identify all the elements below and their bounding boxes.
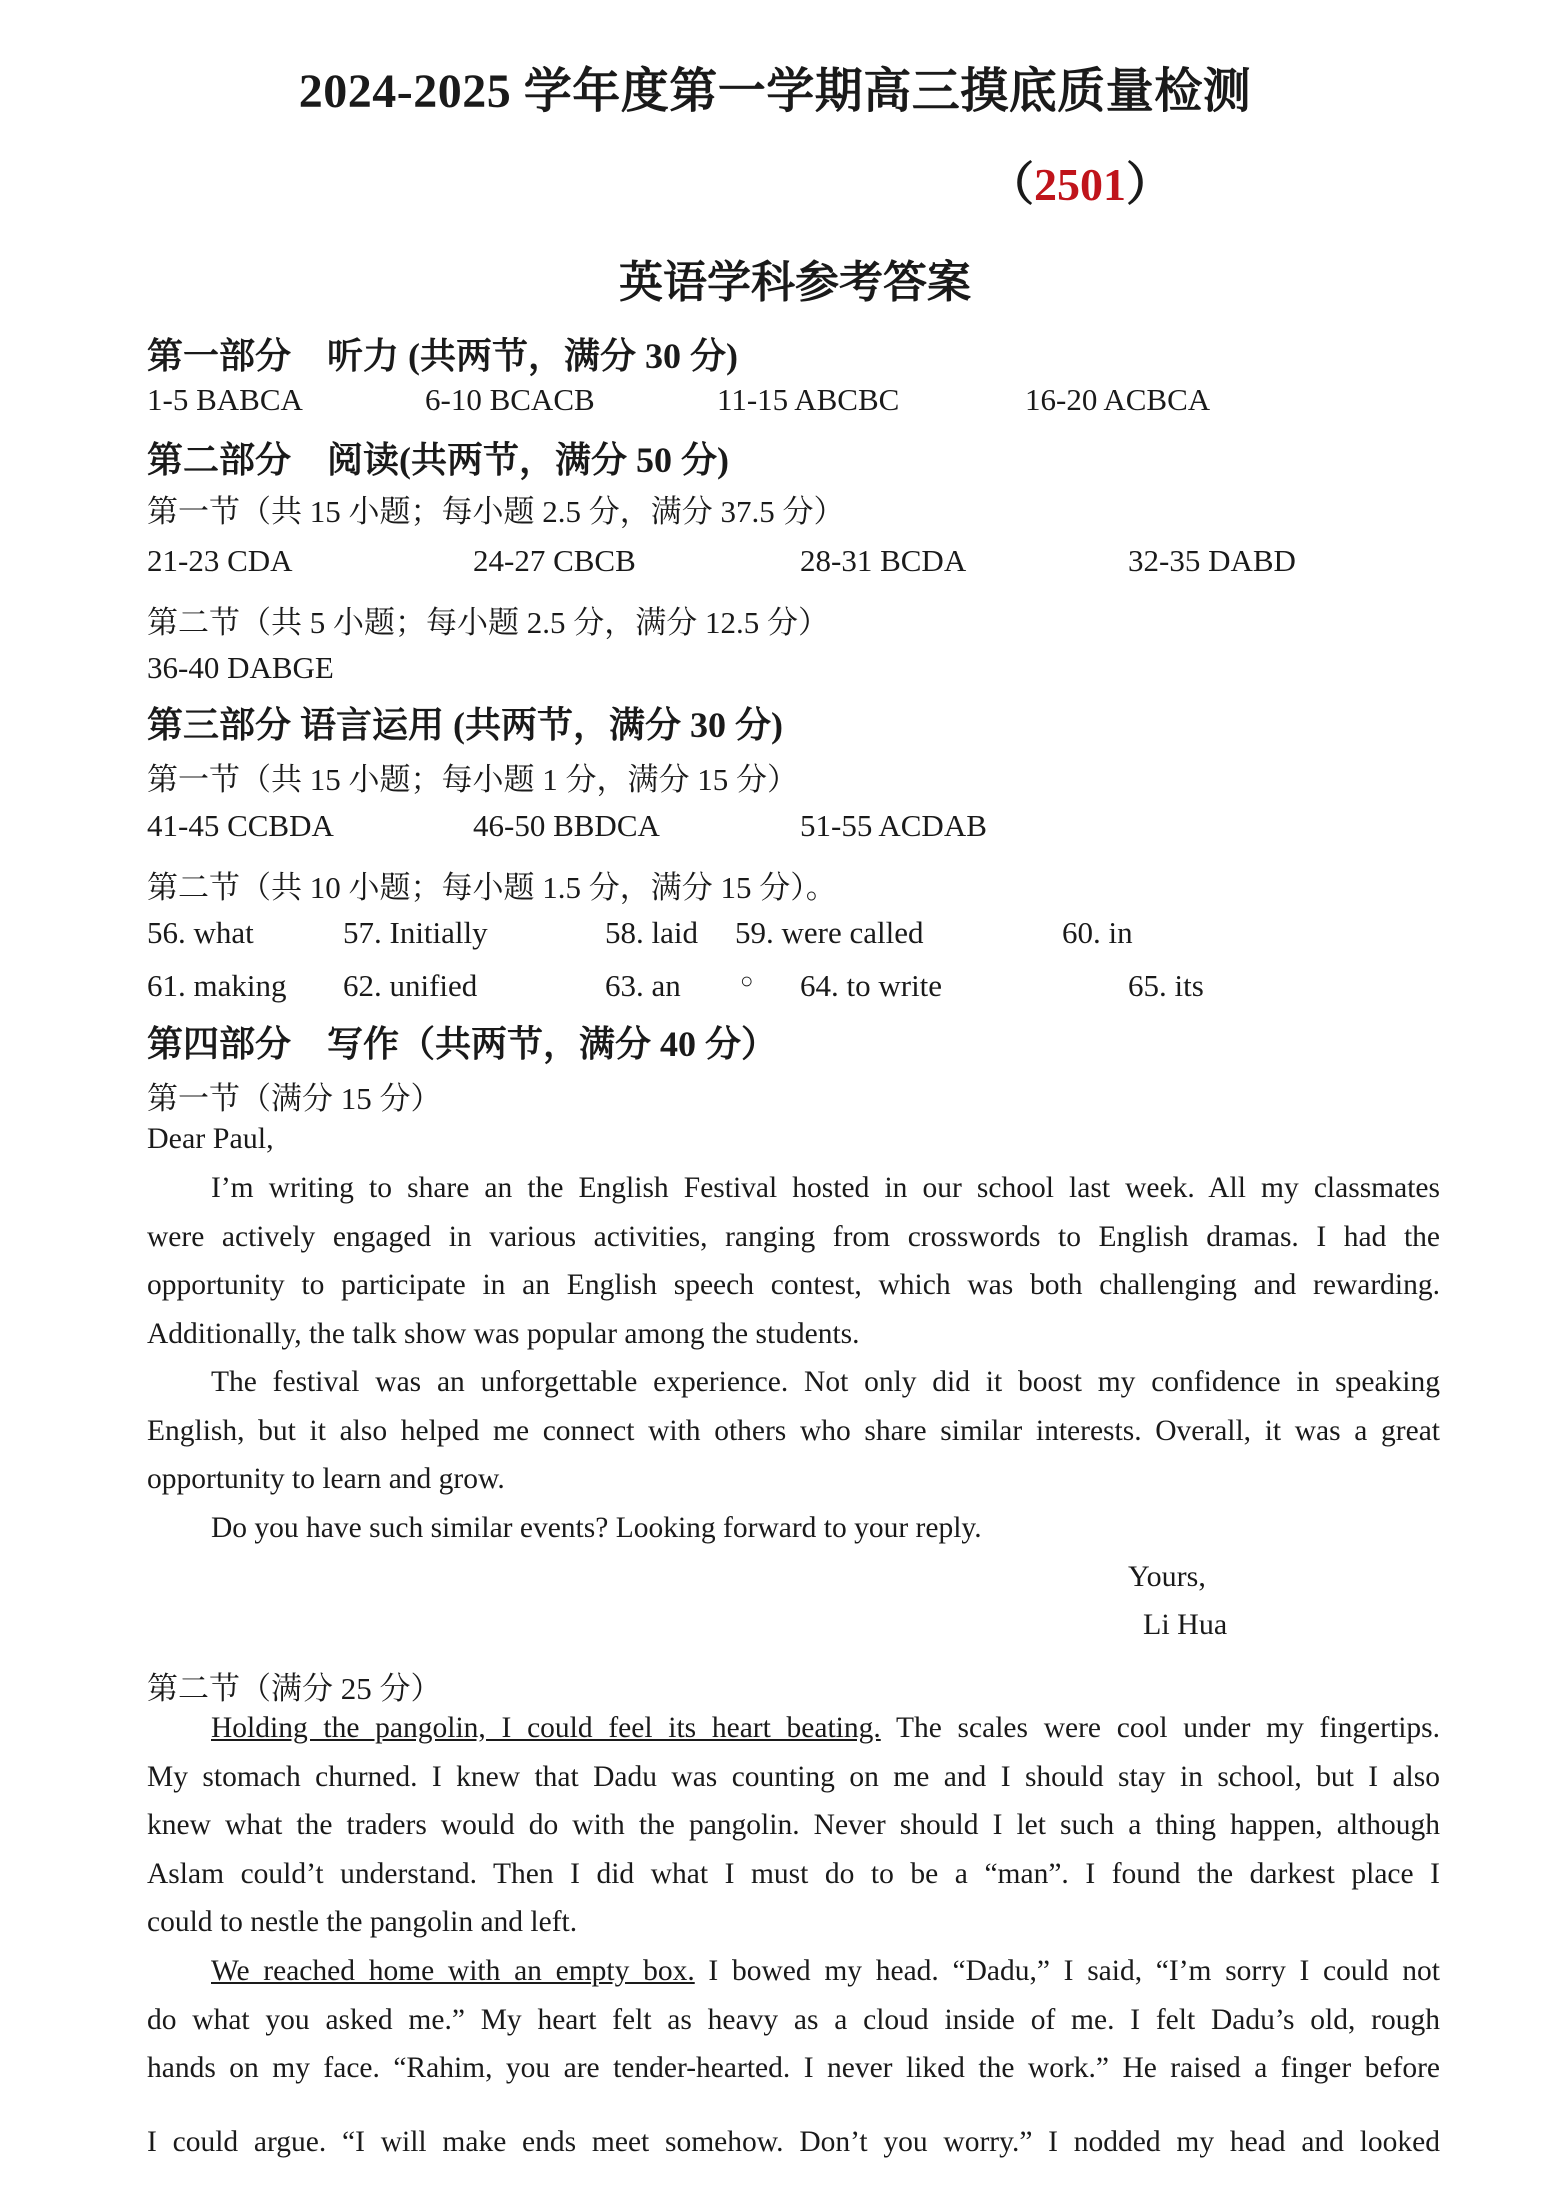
part2-section1-label: 第一节（共 15 小题；每小题 2.5 分，满分 37.5 分） <box>147 494 845 529</box>
part2-section2-label: 第二节（共 5 小题；每小题 2.5 分，满分 12.5 分） <box>147 605 829 640</box>
letter-line: The festival was an unforgettable experience. Not only did it boost my confidence in speaking <box>211 1366 1440 1398</box>
answer-group: 36-40 DABGE <box>147 650 334 685</box>
story-line: could to nestle the pangolin and left. <box>147 1906 578 1938</box>
story-lead-sentence: Holding the pangolin, I could feel its heart beating. <box>211 1712 881 1744</box>
fill-answer: 63. an <box>605 968 681 1003</box>
letter-paragraph-3 <box>147 1504 1440 1553</box>
story-line: I could argue. “I will make ends meet somehow. Don’t you worry.” I nodded my head and looked <box>147 2126 1440 2158</box>
fill-answer: 57. Initially <box>343 915 488 950</box>
letter-signature: Li Hua <box>1143 1608 1228 1641</box>
story-text: The scales were cool under my fingertips. <box>880 1712 1440 1744</box>
answer-group: 32-35 DABD <box>1128 543 1296 578</box>
document-title: 2024-2025 学年度第一学期高三摸底质量检测 <box>298 65 1252 118</box>
letter-line: Do you have such similar events? Looking forward to your reply. <box>211 1512 982 1544</box>
document-subtitle: 英语学科参考答案 <box>619 258 971 307</box>
fill-answer: 60. in <box>1062 915 1133 950</box>
answer-group: 51-55 ACDAB <box>800 808 987 843</box>
letter-closing: Yours, <box>1128 1560 1206 1593</box>
exam-code-close: ） <box>1126 159 1172 210</box>
story-lead-sentence: We reached home with an empty box. <box>211 1955 695 1987</box>
part2-heading: 第二部分 阅读(共两节，满分 50 分) <box>147 440 729 480</box>
letter-paragraph-2 <box>147 1358 1440 1504</box>
letter-paragraph-1 <box>147 1164 1440 1358</box>
story-line: hands on my face. “Rahim, you are tender-hearted. I never liked the work.” He raised a finger before <box>147 2052 1440 2084</box>
story-paragraph-2 <box>147 1947 1440 2093</box>
letter-greeting: Dear Paul, <box>147 1122 274 1155</box>
part4-heading: 第四部分 写作（共两节，满分 40 分） <box>147 1024 778 1064</box>
fill-answer: 64. to write <box>800 968 943 1003</box>
fill-answer: 56. what <box>147 915 254 950</box>
answer-group: 16-20 ACBCA <box>1025 382 1211 417</box>
answer-group: 1-5 BABCA <box>147 382 303 417</box>
part3-section1-label: 第一节（共 15 小题；每小题 1 分，满分 15 分） <box>147 762 798 797</box>
part4-section2-label: 第二节（满分 25 分） <box>147 1671 442 1706</box>
answer-group: 6-10 BCACB <box>425 382 595 417</box>
fill-answer: 62. unified <box>343 968 478 1003</box>
circle-mark: ○ <box>740 968 754 993</box>
story-line: knew what the traders would do with the pangolin. Never should I let such a thing happen, although <box>147 1809 1440 1841</box>
story-line: Aslam could’t understand. Then I did what I must do to be a “man”. I found the darkest place I <box>147 1857 1440 1890</box>
exam-code-number: 2501 <box>1034 159 1126 210</box>
story-paragraph-2-continued <box>147 2118 1440 2167</box>
story-line <box>147 1704 1440 1753</box>
letter-line: English, but it also helped me connect with others who share similar interests. Overall, it was a great <box>147 1414 1440 1447</box>
answer-group: 41-45 CCBDA <box>147 808 334 843</box>
story-line: do what you asked me.” My heart felt as heavy as a cloud inside of me. I felt Dadu’s old, rough <box>147 2003 1440 2036</box>
part3-section2-label: 第二节（共 10 小题；每小题 1.5 分，满分 15 分）。 <box>147 870 837 905</box>
fill-answer: 58. laid <box>605 915 698 950</box>
story-line <box>147 1947 1440 1996</box>
letter-line: Additionally, the talk show was popular among the students. <box>147 1317 860 1350</box>
exam-code <box>988 148 1172 214</box>
answer-group: 24-27 CBCB <box>473 543 636 578</box>
part3-heading: 第三部分 语言运用 (共两节，满分 30 分) <box>147 705 783 745</box>
exam-code-open: （ <box>988 159 1034 210</box>
letter-line: were actively engaged in various activities, ranging from crosswords to English dramas. I had the <box>147 1220 1440 1253</box>
fill-answer: 65. its <box>1128 968 1204 1003</box>
story-text: I bowed my head. “Dadu,” I said, “I’m sorry I could not <box>694 1955 1440 1987</box>
answer-group: 11-15 ABCBC <box>717 382 900 417</box>
letter-line: opportunity to participate in an English speech contest, which was both challenging and rewarding. <box>147 1269 1440 1301</box>
fill-answer: 61. making <box>147 968 287 1003</box>
letter-line: I’m writing to share an the English Festival hosted in our school last week. All my classmates <box>211 1172 1440 1204</box>
letter-line: opportunity to learn and grow. <box>147 1463 505 1495</box>
story-line: My stomach churned. I knew that Dadu was counting on me and I should stay in school, but I also <box>147 1760 1440 1793</box>
part4-section1-label: 第一节（满分 15 分） <box>147 1081 442 1116</box>
fill-answer: 59. were called <box>735 915 924 950</box>
story-paragraph-1 <box>147 1704 1440 1947</box>
answer-group: 46-50 BBDCA <box>473 808 660 843</box>
answer-group: 28-31 BCDA <box>800 543 967 578</box>
answer-group: 21-23 CDA <box>147 543 293 578</box>
part1-heading: 第一部分 听力 (共两节，满分 30 分) <box>147 336 738 376</box>
